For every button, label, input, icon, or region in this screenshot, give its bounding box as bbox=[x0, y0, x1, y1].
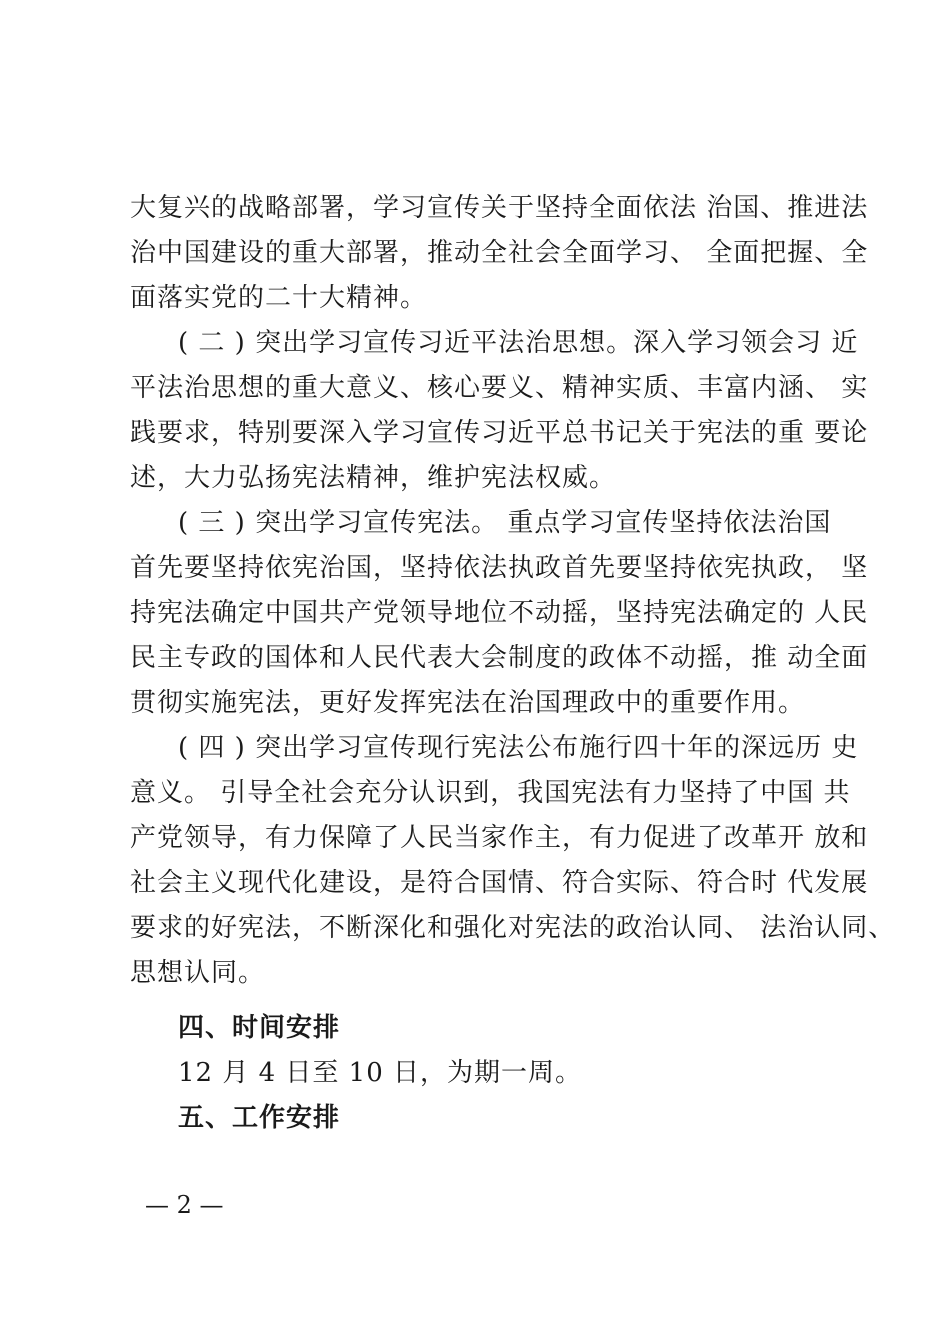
body-line-14: 意义。 引导全社会充分认识到，我国宪法有力坚持了中国 共 bbox=[130, 778, 851, 808]
body-line-16: 社会主义现代化建设，是符合国情、符合实际、符合时 代发展 bbox=[130, 868, 869, 898]
body-line-5: 平法治思想的重大意义、核心要义、精神实质、丰富内涵、 实 bbox=[130, 373, 869, 403]
body-line-1: 大复兴的战略部署，学习宣传关于坚持全面依法 治国、推进法 bbox=[130, 193, 869, 223]
body-line-17: 要求的好宪法，不断深化和强化对宪法的政治认同、 法治认同、 bbox=[130, 913, 896, 943]
paragraph-3-start: ( 三 ) 突出学习宣传宪法。 重点学习宣传坚持依法治国 bbox=[178, 508, 832, 538]
body-line-11: 民主专政的国体和人民代表大会制度的政体不动摇，推 动全面 bbox=[130, 643, 869, 673]
section-heading-work: 五、工作安排 bbox=[178, 1103, 341, 1133]
body-line-6: 践要求，特别要深入学习宣传习近平总书记关于宪法的重 要论 bbox=[130, 418, 869, 448]
page-number: — 2 — bbox=[145, 1191, 224, 1219]
paragraph-2-start: ( 二 ) 突出学习宣传习近平法治思想。深入学习领会习 近 bbox=[178, 328, 859, 358]
time-arrangement-text: 12 月 4 日至 10 日，为期一周。 bbox=[178, 1058, 583, 1088]
body-line-9: 首先要坚持依宪治国，坚持依法执政首先要坚持依宪执政， 坚 bbox=[130, 553, 869, 583]
body-line-15: 产党领导，有力保障了人民当家作主，有力促进了改革开 放和 bbox=[130, 823, 869, 853]
body-line-12: 贯彻实施宪法，更好发挥宪法在治国理政中的重要作用。 bbox=[130, 688, 806, 718]
body-line-2: 治中国建设的重大部署，推动全社会全面学习、 全面把握、全 bbox=[130, 238, 869, 268]
body-line-7: 述，大力弘扬宪法精神，维护宪法权威。 bbox=[130, 463, 617, 493]
paragraph-4-start: ( 四 ) 突出学习宣传现行宪法公布施行四十年的深远历 史 bbox=[178, 733, 859, 763]
body-line-18: 思想认同。 bbox=[130, 958, 266, 988]
body-line-3: 面落实党的二十大精神。 bbox=[130, 283, 428, 313]
body-line-10: 持宪法确定中国共产党领导地位不动摇，坚持宪法确定的 人民 bbox=[130, 598, 869, 628]
section-heading-time: 四、时间安排 bbox=[178, 1013, 341, 1043]
